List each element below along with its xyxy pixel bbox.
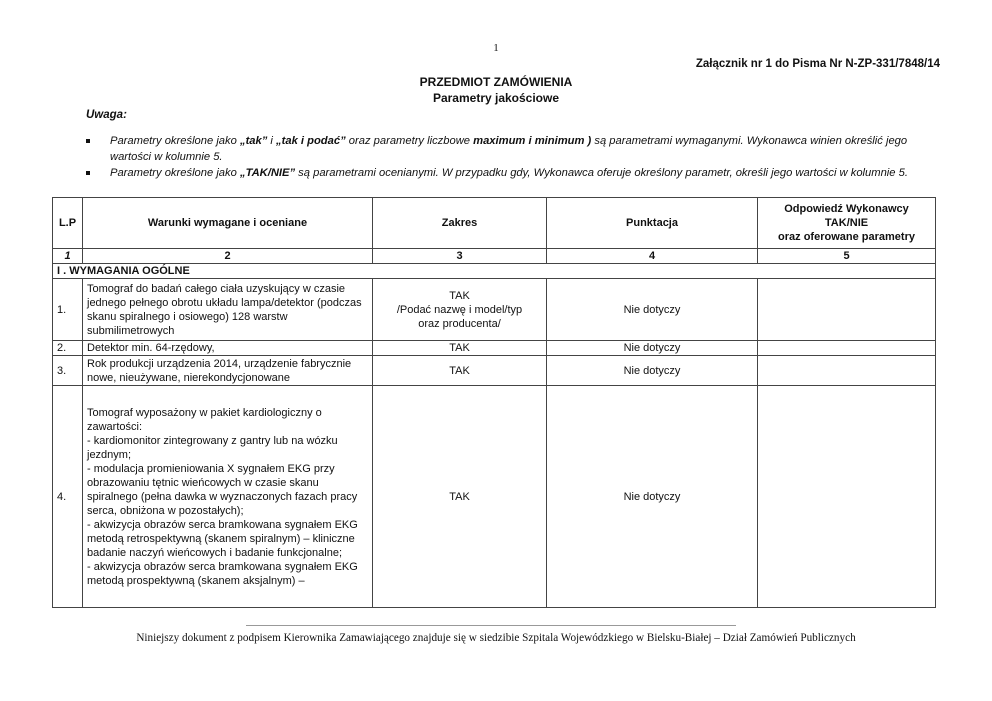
note-item [86, 134, 946, 165]
row-lp: 4. [53, 386, 83, 608]
header-lp: L.P [53, 198, 83, 249]
title-line-2: Parametry jakościowe [432, 91, 560, 105]
title-line-1: PRZEDMIOT ZAMÓWIENIA [419, 75, 573, 89]
row-description: Detektor min. 64-rzędowy, [83, 341, 373, 356]
row-answer-cell[interactable] [758, 356, 936, 386]
row-range: TAK [373, 356, 547, 386]
row-lp: 2. [53, 341, 83, 356]
col-number: 1 [53, 249, 83, 264]
col-number: 3 [373, 249, 547, 264]
header-answer: Odpowiedź Wykonawcy TAK/NIE oraz oferowane parametry [758, 198, 936, 249]
table-header-row [53, 198, 936, 249]
table-row [53, 356, 936, 386]
row-description: Rok produkcji urządzenia 2014, urządzenie fabrycznie nowe, nieużywane, nierekondycjonowane [83, 356, 373, 386]
row-lp: 3. [53, 356, 83, 386]
header-points: Punktacja [547, 198, 758, 249]
section-title: I . WYMAGANIA OGÓLNE [53, 264, 936, 279]
note-label: Uwaga: [86, 109, 127, 121]
footer-divider [246, 625, 736, 626]
page-number: 1 [493, 42, 499, 54]
bullet-square-icon [86, 171, 90, 175]
col-number: 4 [547, 249, 758, 264]
footer-note: Niniejszy dokument z podpisem Kierownika Zamawiającego znajduje się w siedzibie Szpitala Wojewódzkiego w Bielsku-Białej – Dział Zamówień Publicznych [136, 632, 856, 644]
row-lp: 1. [53, 279, 83, 341]
note-text: Parametry określone jako „tak” i „tak i podać” oraz parametry liczbowe maximum i minimum ) są parametrami wymaganymi. Wykonawca winien określić jego wartości w kolumnie 5. [110, 135, 908, 163]
document-title [0, 74, 992, 106]
section-row [53, 264, 936, 279]
note-text: Parametry określone jako „TAK/NIE” są parametrami ocenianymi. W przypadku gdy, Wykonawca oferuje określony parametr, określi jego wartości w kolumnie 5. [110, 167, 908, 179]
annex-reference: Załącznik nr 1 do Pisma Nr N-ZP-331/7848/14 [695, 58, 940, 70]
row-answer-cell[interactable] [758, 279, 936, 341]
header-range: Zakres [373, 198, 547, 249]
bullet-square-icon [86, 139, 90, 143]
column-number-row [53, 249, 936, 264]
row-answer-cell[interactable] [758, 386, 936, 608]
row-description: Tomograf wyposażony w pakiet kardiologiczny o zawartości: - kardiomonitor zintegrowany z gantry lub na wózku jezdnym; - modulacja promieniowania X sygnałem EKG przy obrazowaniu tętnic wieńcowych w czasie skanu spiralnego (pełna dawka w wyznaczonych fazach pracy serca, obniżona w pozostałych); - akwizycja obrazów serca bramkowana sygnałem EKG metodą retrospektywną (skanem spiralnym) – kliniczne badanie naczyń wieńcowych i badanie funkcjonalne; - akwizycja obrazów serca bramkowana sygnałem EKG metodą prospektywną (skanem aksjalnym) – [83, 386, 373, 608]
notes-list [86, 134, 946, 183]
row-range: TAK [373, 386, 547, 608]
row-points: Nie dotyczy [547, 279, 758, 341]
row-range: TAK /Podać nazwę i model/typ oraz producenta/ [373, 279, 547, 341]
row-range: TAK [373, 341, 547, 356]
row-points: Nie dotyczy [547, 356, 758, 386]
note-item [86, 166, 946, 182]
requirements-table [52, 197, 936, 608]
row-points: Nie dotyczy [547, 386, 758, 608]
table-row [53, 341, 936, 356]
row-points: Nie dotyczy [547, 341, 758, 356]
header-conditions: Warunki wymagane i oceniane [83, 198, 373, 249]
row-description: Tomograf do badań całego ciała uzyskujący w czasie jednego pełnego obrotu układu lampa/detektor (podczas skanu spiralnego i osiowego) 128 warstw submilimetrowych [83, 279, 373, 341]
table-row [53, 386, 936, 608]
col-number: 2 [83, 249, 373, 264]
col-number: 5 [758, 249, 936, 264]
row-answer-cell[interactable] [758, 341, 936, 356]
table-row [53, 279, 936, 341]
